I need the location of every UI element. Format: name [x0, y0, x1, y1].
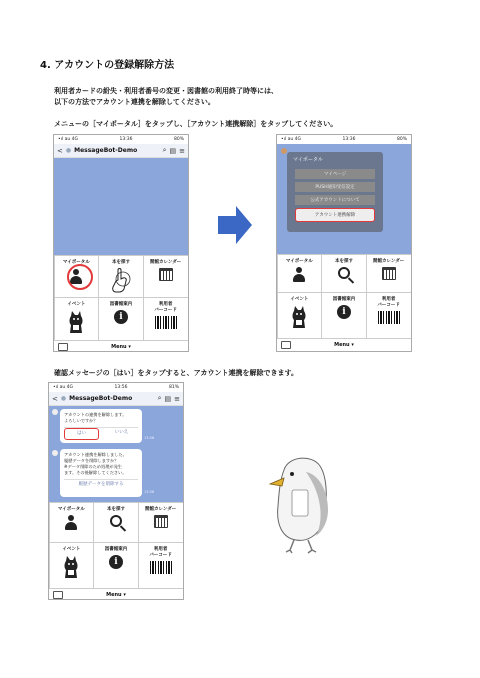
menu-label: 図書館案内: [109, 301, 133, 307]
cat-icon: [67, 310, 85, 334]
menu-label: 利用者 バーコード: [377, 296, 400, 308]
menu-label: マイポータル: [285, 258, 313, 264]
keyboard-icon[interactable]: [53, 591, 63, 599]
chat-title: MessageBot-Demo: [74, 147, 138, 154]
person-icon: [293, 267, 305, 283]
menu-library-guide[interactable]: [321, 292, 367, 339]
menu-label: イベント: [290, 296, 309, 302]
keyboard-icon[interactable]: [58, 343, 68, 351]
chat-header: [49, 392, 183, 406]
hamburger-icon[interactable]: ≡: [174, 394, 180, 403]
menu-library-guide[interactable]: [93, 542, 139, 589]
step-1-instruction: メニューの［マイポータル］をタップし、［アカウント連携解除］をタップしてください。: [54, 120, 338, 128]
info-icon: i: [114, 310, 128, 324]
carrier-signal: •ıl au 4G: [58, 137, 78, 142]
menu-event[interactable]: [49, 542, 95, 589]
info-icon: i: [109, 555, 123, 569]
chat-area: [54, 158, 188, 255]
intro-line-2: 以下の方法でアカウント連携を解除してください。: [54, 98, 215, 106]
bot-avatar-icon: [52, 450, 58, 456]
section-heading: 4. アカウントの登録解除方法: [40, 60, 175, 71]
menu-label: 本を探す: [111, 259, 130, 265]
menu-label: 本を探す: [106, 506, 125, 512]
status-bar: [277, 135, 411, 144]
menu-label: イベント: [62, 546, 81, 552]
person-icon: [65, 515, 77, 531]
menu-label: 図書館案内: [332, 296, 356, 302]
result-text: アカウント連携を解除しました。 履歴データを削除しますか？ ※データ削除のため処理が発生 ます。その後解除してください。: [64, 452, 127, 475]
step-2-instruction: 確認メッセージの［はい］をタップすると、アカウント連携を解除できます。: [54, 369, 298, 377]
search-icon[interactable]: ⌕: [157, 394, 162, 402]
battery-level: 81%: [168, 385, 179, 390]
chevron-left-icon[interactable]: <: [52, 394, 58, 403]
status-time: 13:36: [119, 137, 133, 142]
barcode-icon: [150, 561, 172, 574]
chat-area: [49, 406, 183, 502]
menu-calendar[interactable]: [138, 502, 184, 543]
portal-item-push[interactable]: PUSH通知受信設定: [295, 182, 375, 192]
menu-label: 利用者 バーコード: [154, 301, 177, 313]
battery-level: 80%: [396, 137, 407, 142]
carrier-signal: •ıl au 4G: [281, 137, 301, 142]
menu-toggle-label: Menu ▾: [334, 341, 354, 348]
phone-screenshot-confirm: [48, 382, 184, 600]
battery-level: 80%: [173, 137, 184, 142]
search-icon[interactable]: ⌕: [162, 146, 167, 154]
menu-calendar[interactable]: [366, 254, 412, 293]
keyboard-icon[interactable]: [281, 341, 291, 349]
menu-label: 開館カレンダー: [373, 258, 405, 264]
account-avatar-icon: ●: [60, 395, 67, 402]
menu-event[interactable]: [277, 292, 323, 339]
menu-label: 開館カレンダー: [150, 259, 182, 265]
rich-menu: [54, 255, 188, 340]
portal-item-mypage[interactable]: マイページ: [295, 169, 375, 179]
cat-icon: [290, 305, 308, 329]
magnifier-icon: [110, 515, 122, 527]
note-icon[interactable]: ▤: [164, 394, 172, 403]
menu-toggle-bar[interactable]: [54, 340, 188, 352]
portal-item-unlink[interactable]: アカウント連携解除: [295, 208, 375, 222]
menu-label: 開館カレンダー: [145, 506, 177, 512]
result-bubble: [60, 449, 142, 497]
chat-title: MessageBot-Demo: [69, 395, 133, 402]
message-time: 13:56: [144, 490, 155, 494]
bird-mascot-illustration: [262, 450, 342, 554]
barcode-icon: [378, 311, 400, 324]
menu-user-barcode[interactable]: [366, 292, 412, 339]
menu-label: 本を探す: [334, 258, 353, 264]
menu-toggle-bar[interactable]: [49, 588, 183, 600]
portal-popup: [287, 152, 383, 232]
message-time: 13:56: [144, 436, 155, 440]
arrow-right-icon: [218, 206, 252, 244]
status-bar: [54, 135, 188, 144]
calendar-icon: [154, 515, 168, 528]
calendar-icon: [159, 268, 173, 281]
rich-menu: [277, 254, 411, 338]
highlight-circle: [67, 264, 93, 290]
tap-hand-icon: [110, 267, 132, 293]
cat-icon: [62, 555, 80, 579]
phone-screenshot-portal: [276, 134, 412, 352]
menu-my-portal[interactable]: [49, 502, 95, 543]
menu-search-books[interactable]: [321, 254, 367, 293]
confirm-buttons: [64, 427, 138, 440]
yes-button[interactable]: はい: [64, 428, 99, 440]
chevron-left-icon[interactable]: <: [57, 146, 63, 155]
menu-toggle-bar[interactable]: [277, 338, 411, 350]
chat-area: [277, 144, 411, 254]
status-time: 13:56: [114, 385, 128, 390]
menu-label: イベント: [67, 301, 86, 307]
menu-user-barcode[interactable]: [143, 297, 189, 341]
magnifier-icon: [338, 267, 350, 279]
menu-toggle-label: Menu ▾: [106, 591, 126, 598]
chat-header: [54, 144, 188, 158]
info-icon: i: [337, 305, 351, 319]
menu-user-barcode[interactable]: [138, 542, 184, 589]
menu-label: マイポータル: [57, 506, 85, 512]
menu-label: 利用者 バーコード: [149, 546, 172, 558]
hamburger-icon[interactable]: ≡: [179, 146, 185, 155]
menu-event[interactable]: [54, 297, 100, 341]
delete-history-button[interactable]: 履歴データを削除する: [78, 482, 124, 487]
portal-item-about[interactable]: 公式アカウントについて: [295, 195, 375, 205]
intro-line-1: 利用者カードの紛失・利用者番号の変更・図書館の利用終了時等には、: [54, 87, 278, 95]
carrier-signal: •ıl au 4G: [53, 385, 73, 390]
status-time: 13:36: [342, 137, 356, 142]
menu-toggle-label: Menu ▾: [111, 343, 131, 350]
menu-my-portal[interactable]: [277, 254, 323, 293]
note-icon[interactable]: ▤: [169, 146, 177, 155]
no-button[interactable]: いいえ: [114, 430, 129, 435]
account-avatar-icon: ●: [65, 147, 72, 154]
menu-search-books[interactable]: [93, 502, 139, 543]
menu-my-portal[interactable]: [54, 255, 100, 298]
calendar-icon: [382, 267, 396, 280]
menu-calendar[interactable]: [143, 255, 189, 298]
result-buttons: [64, 479, 138, 490]
phone-screenshot-menu: [53, 134, 189, 352]
rich-menu: [49, 502, 183, 588]
barcode-icon: [155, 316, 177, 329]
confirm-text: アカウントの連携を解除します。 よろしいですか？: [64, 412, 127, 423]
portal-title: マイポータル: [293, 157, 323, 163]
bot-avatar-icon: [52, 409, 58, 415]
menu-label: 図書館案内: [104, 546, 128, 552]
menu-label: マイポータル: [62, 259, 90, 265]
confirm-bubble: [60, 409, 142, 443]
menu-library-guide[interactable]: [98, 297, 144, 341]
status-bar: [49, 383, 183, 392]
menu-search-books[interactable]: [98, 255, 144, 298]
